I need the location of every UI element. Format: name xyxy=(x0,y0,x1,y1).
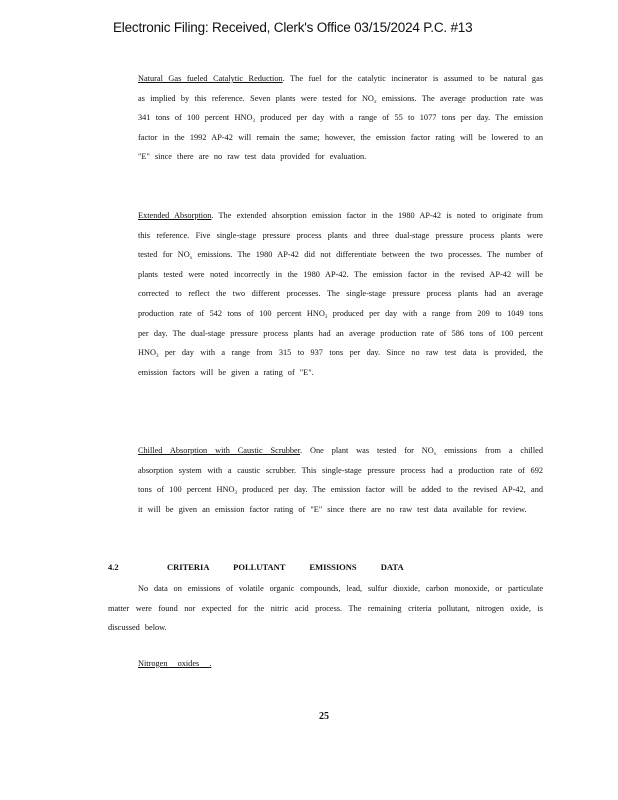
paragraph-text: emissions from a chilled absorption system with a caustic scrubber. This single-stage pressure process had a production rate of 692 tons of 100 percent HNO xyxy=(138,446,543,495)
section-body-paragraph xyxy=(108,579,543,638)
subscript: x xyxy=(189,256,193,262)
paragraph-lead-heading: Extended Absorption xyxy=(138,211,212,220)
paragraph-lead-heading: Natural Gas fueled Catalytic Reduction xyxy=(138,74,283,83)
paragraph-lead-heading: Chilled Absorption with Caustic Scrubber xyxy=(138,446,301,455)
subscript: 3 xyxy=(324,314,328,320)
section-number: 4.2 xyxy=(108,562,119,572)
subscript: 3 xyxy=(234,491,237,497)
filing-stamp: Electronic Filing: Received, Clerk's Office 03/15/2024 P.C. #13 xyxy=(113,20,473,35)
subheading-period: . xyxy=(209,659,212,668)
subscript: 3 xyxy=(155,354,159,360)
paragraph-text: No data on emissions of volatile organic compounds, lead, sulfur dioxide, carbon monoxide, or particulate matter were found nor expected for the nitric acid process. The remaining criteria pollutant, nitrogen oxide, is discussed below. xyxy=(108,584,543,633)
paragraph-text: . The fuel for the catalytic incinerator is assumed to be natural gas as implied by this reference. Seven plants were tested for NO xyxy=(138,74,543,103)
paragraph-text: per day with a range from 315 to 937 tons per day. Since no raw test data is provided, the emission factors will be given a rating of "E". xyxy=(138,348,543,377)
subheading-text: Nitrogen oxides xyxy=(138,659,200,668)
subscript: x xyxy=(433,452,437,457)
paragraph-text: produced per day. The emission factor will be added to the revised AP-42, and it will be given an emission factor rating of "E" since there are no raw test data available for review. xyxy=(138,485,543,514)
paragraph-text: . One plant was tested for NO xyxy=(300,446,434,455)
subscript: 3 xyxy=(252,119,255,125)
chilled-absorption-paragraph xyxy=(138,441,543,519)
paragraph-text: emissions. The 1980 AP-42 did not differentiate between the two processes. The number of plants tested were noted incorrectly in the 1980 AP-42. The emission factor in the revised AP-42 will be corrected to reflect the two different processes. The single-stage pressure process plants had an average production rate of 542 tons of 100 percent HNO xyxy=(138,250,543,318)
subscript: x xyxy=(373,99,377,105)
catalytic-reduction-paragraph xyxy=(138,69,543,167)
paragraph-text: produced per day with a range from 209 to 1049 tons per day. The dual-stage pressure process plants had an average production rate of 586 tons of 100 percent HNO xyxy=(138,308,543,358)
nitrogen-oxides-subheading xyxy=(138,659,211,668)
page-number: 25 xyxy=(319,711,329,722)
section-title: CRITERIA POLLUTANT EMISSIONS DATA xyxy=(167,562,404,572)
paragraph-text: . The extended absorption emission factor in the 1980 AP-42 is noted to originate from this reference. Five single-stage pressure process plants and three dual-stage pressure process plants were tested for NO xyxy=(138,211,543,260)
paragraph-text: produced per day with a range of 55 to 1077 tons per day. The emission factor in the 1992 AP-42 will remain the same; however, the emission factor rating will be lowered to an "E" since there are no raw test data provided for evaluation. xyxy=(138,113,543,162)
paragraph-text: emissions. The average production rate was 341 tons of 100 percent HNO xyxy=(138,93,544,123)
extended-absorption-paragraph xyxy=(138,206,543,382)
